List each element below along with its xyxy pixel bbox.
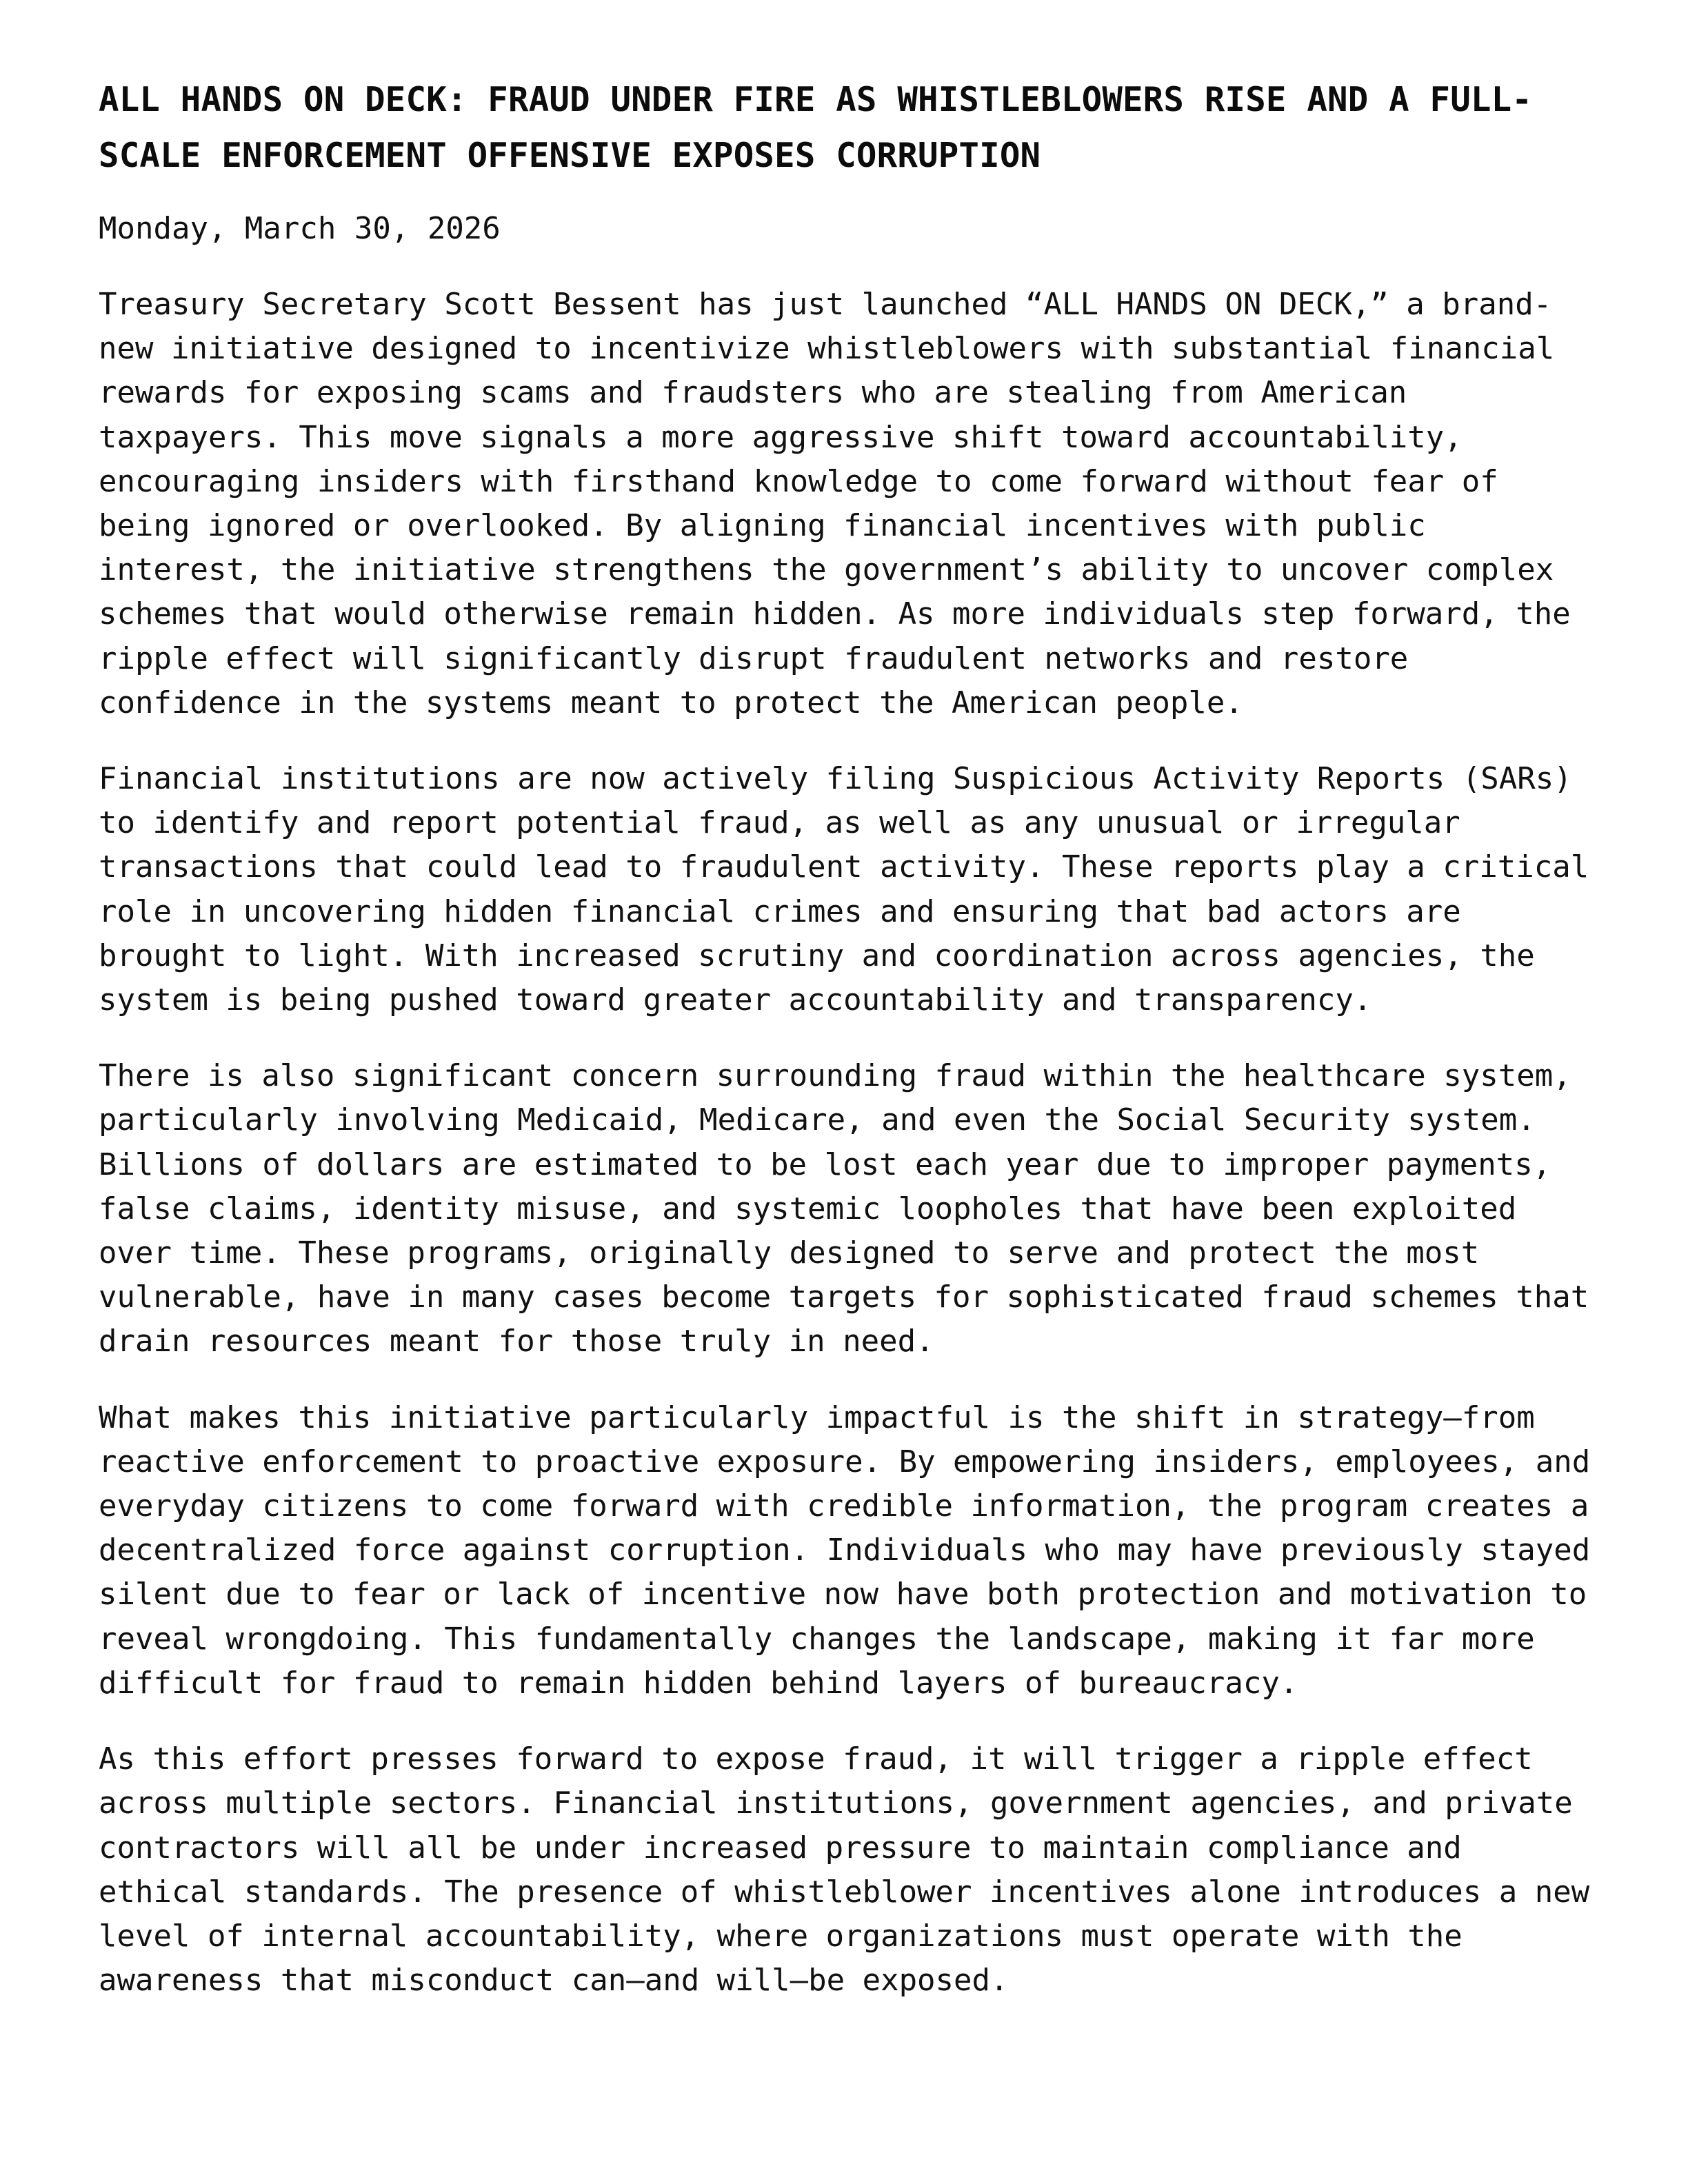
paragraph-2: Financial institutions are now actively filing Suspicious Activity Reports (SARs) to identify and report potential fraud, as well as any unusual or irregular transactions that could lead to fraudulent activity. These reports play a critical role in uncovering hidden financial crimes and ensuring that bad actors are brought to light. With increased scrutiny and coordination across agencies, the system is being pushed toward greater accountability and transparency.	[99, 761, 1589, 1018]
document-page	[99, 72, 1602, 2003]
paragraph-1: Treasury Secretary Scott Bessent has just launched “ALL HANDS ON DECK,” a brand-new initiative designed to incentivize whistleblowers with substantial financial rewards for exposing scams and fraudsters who are stealing from American taxpayers. This move signals a more aggressive shift toward accountability, encouraging insiders with firsthand knowledge to come forward without fear of being ignored or overlooked. By aligning financial incentives with public interest, the initiative strengthens the government’s ability to uncover complex schemes that would otherwise remain hidden. As more individuals step forward, the ripple effect will significantly disrupt fraudulent networks and restore confidence in the systems meant to protect the American people.	[99, 287, 1571, 720]
document-date: Monday, March 30, 2026	[99, 211, 501, 246]
paragraph-5: As this effort presses forward to expose fraud, it will trigger a ripple effect across multiple sectors. Financial institutions, government agencies, and private contractors will all be under increased pressure to maintain compliance and ethical standards. The presence of whistleblower incentives alone introduces a new level of internal accountability, where organizations must operate with the awareness that misconduct can—and will—be exposed.	[99, 1741, 1590, 1999]
paragraph-4: What makes this initiative particularly impactful is the shift in strategy—from reactive enforcement to proactive exposure. By empowering insiders, employees, and everyday citizens to come forward with credible information, the program creates a decentralized force against corruption. Individuals who may have previously stayed silent due to fear or lack of incentive now have both protection and motivation to reveal wrongdoing. This fundamentally changes the landscape, making it far more difficult for fraud to remain hidden behind layers of bureaucracy.	[99, 1399, 1591, 1701]
document-title: ALL HANDS ON DECK: FRAUD UNDER FIRE AS WHISTLEBLOWERS RISE AND A FULL-SCALE ENFORCEMENT OFFENSIVE EXPOSES CORRUPTION	[99, 80, 1533, 175]
paragraph-3: There is also significant concern surrounding fraud within the healthcare system, particularly involving Medicaid, Medicare, and even the Social Security system. Billions of dollars are estimated to be lost each year due to improper payments, false claims, identity misuse, and systemic loopholes that have been exploited over time. These programs, originally designed to serve and protect the most vulnerable, have in many cases become targets for sophisticated fraud schemes that drain resources meant for those truly in need.	[99, 1058, 1589, 1359]
